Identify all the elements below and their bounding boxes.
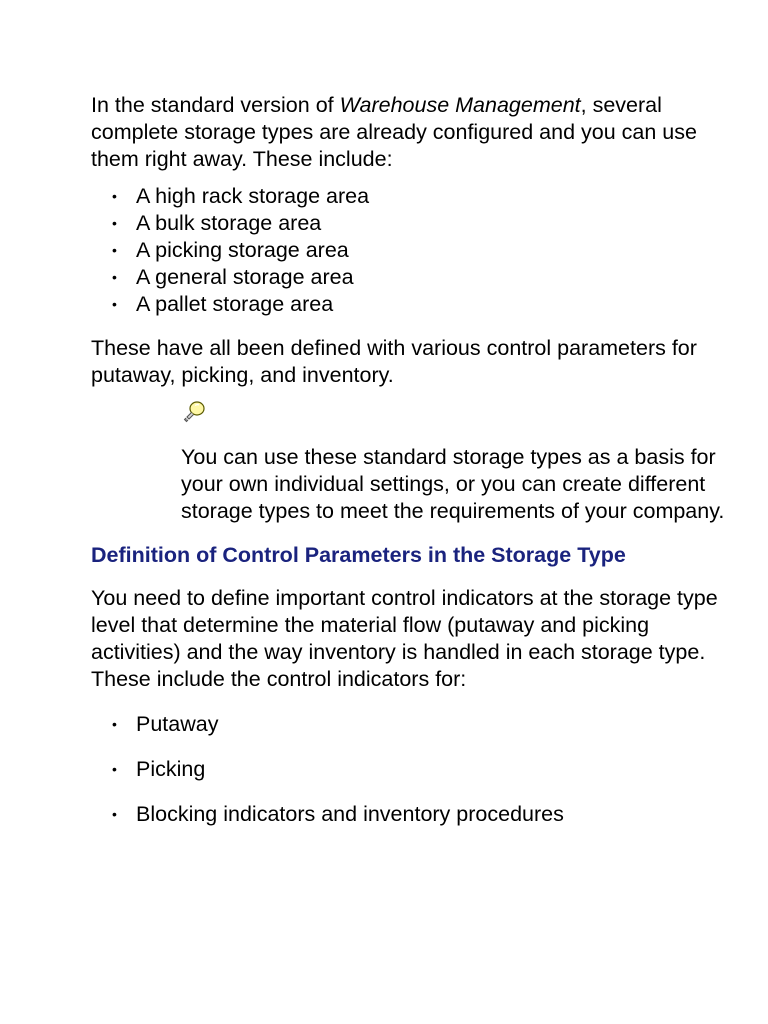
tip-block [181,400,741,525]
tip-text: You can use these standard storage types as a basis for your own individual settings, or you can create different storage types to meet the requirements of your company. [181,445,725,523]
intro-paragraph [91,92,741,173]
defined-paragraph: These have all been defined with various control parameters for putaway, picking, and inventory. [91,336,697,387]
bullet-icon: • [112,296,117,312]
list-item [91,183,741,210]
bullet-icon: • [112,269,117,285]
bullet-icon: • [112,806,117,822]
lightbulb-icon [181,400,207,426]
list-item-label: Blocking indicators and inventory procedures [136,802,564,826]
list-item-label: A pallet storage area [136,292,334,316]
bullet-icon: • [112,188,117,204]
list-item [91,237,741,264]
section-paragraph: You need to define important control indicators at the storage type level that determine the material flow (putaway and picking activities) and the way inventory is handled in each storage type. These include the control indicators for: [91,586,718,691]
list-item [91,291,741,318]
list-item-label: Putaway [136,712,219,736]
list-item [91,756,741,783]
intro-text-after: , several complete storage types are already configured and you can use them right away. These include: [91,93,697,171]
bullet-icon: • [112,716,117,732]
list-item [91,801,741,828]
control-indicators-list [91,711,741,828]
section-heading: Definition of Control Parameters in the Storage Type [91,543,626,567]
list-item [91,711,741,738]
list-item [91,264,741,291]
list-item-label: A general storage area [136,265,354,289]
bullet-icon: • [112,215,117,231]
list-item [91,210,741,237]
intro-emphasis: Warehouse Management [339,93,581,117]
storage-types-list [91,183,741,318]
bullet-icon: • [112,242,117,258]
list-item-label: A high rack storage area [136,184,370,208]
list-item-label: A bulk storage area [136,211,322,235]
document-page [91,92,741,846]
list-item-label: A picking storage area [136,238,349,262]
list-item-label: Picking [136,757,206,781]
intro-text-before: In the standard version of [91,93,340,117]
bullet-icon: • [112,761,117,777]
